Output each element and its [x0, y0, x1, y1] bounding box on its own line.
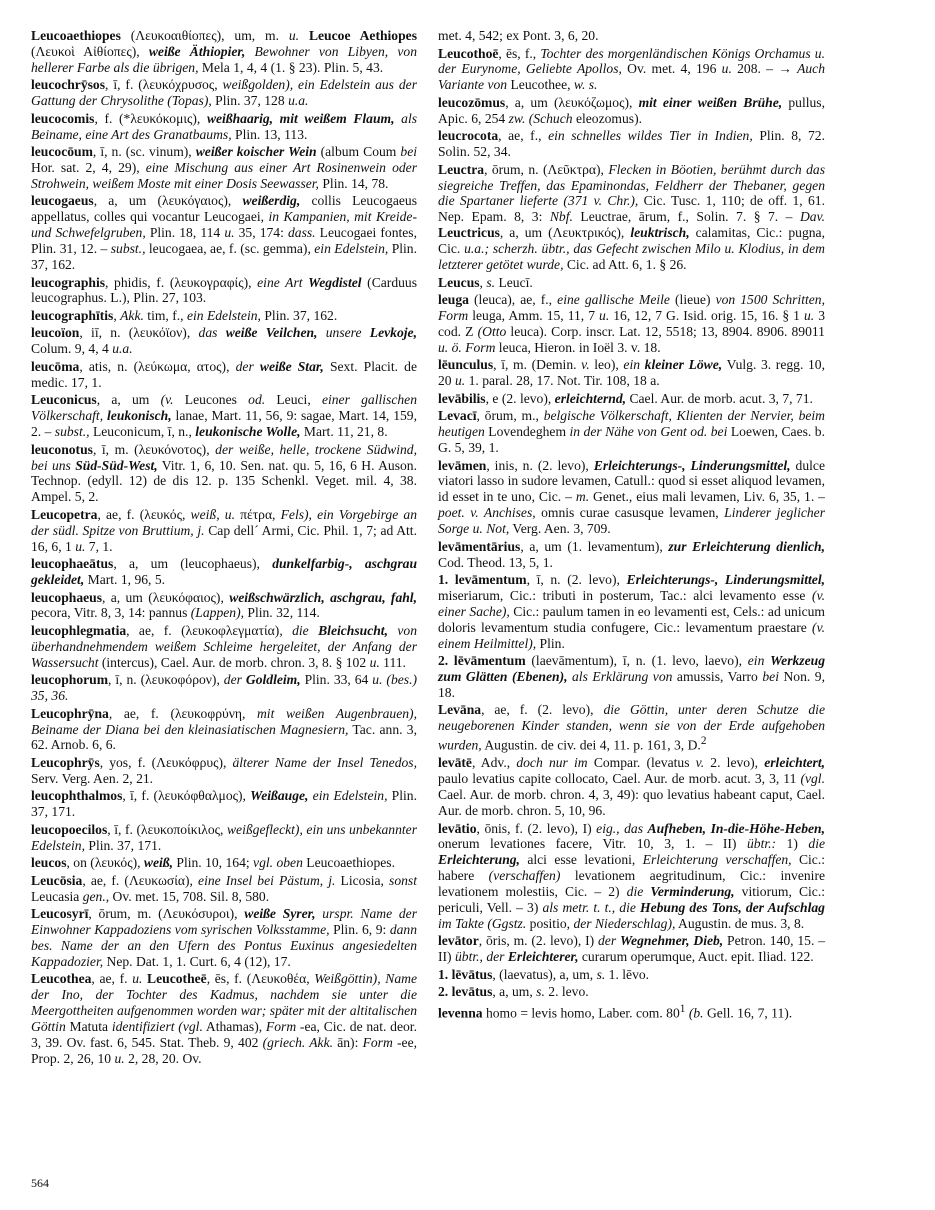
dictionary-entry: leucocōum, ī, n. (sc. vinum), weißer koischer Wein (album Coum bei Hor. sat. 2, 4, 29), eine Mischung aus einer Art Rosinenwein oder Strohwein, weißem Moste mit einer Dosis Seewasser, Plin. 14, 78.: [31, 144, 418, 191]
dictionary-entry: Leucōsia, ae, f. (Λευκωσία), eine Insel bei Pästum, j. Licosia, sonst Leucasia gen., Ov. met. 15, 708. Sil. 8, 580.: [31, 872, 417, 904]
dictionary-entry: leucrocota, ae, f., ein schnelles wildes Tier in Indien, Plin. 8, 72. Solin. 52, 34.: [438, 128, 825, 160]
dictionary-entry: Leucopetra, ae, f. (λευκός, weiß, u. πέτρα, Fels), ein Vorgebirge an der südl. Spitze von Bruttium, j. Cap dell´ Armi, Cic. Phil. 1, 7; ad Att. 16, 6, 1 u. 7, 1.: [31, 506, 418, 554]
dictionary-entry: Leuconicus, a, um (v. Leucones od. Leuci, einer gallischen Völkerschaft, leukonisch, lanae, Mart. 11, 56, 9: sagae, Mart. 14, 159, 2. – subst., Leuconicum, ī, n., leukonische Wolle, Mart. 11, 21, 8.: [31, 392, 417, 440]
dictionary-entry: leucophaeātus, a, um (leucophaeus), dunkelfarbig-, aschgrau gekleidet, Mart. 1, 96, 5.: [31, 556, 417, 588]
dictionary-entry: leucoïon, iī, n. (λευκόϊον), das weiße Veilchen, unsere Levkoje, Colum. 9, 4, 4 u.a.: [31, 325, 417, 357]
dictionary-entry: Leucoaethiopes (Λευκοαιθίοπες), um, m. u. Leucoe Aethiopes (Λευκοὶ Αἰθίοπες), weiße Äthiopier, Bewohner von Libyen, von hellerer Farbe als die übrigen, Mela 1, 4, 4 (1. § 23). Plin. 5, 43.: [31, 28, 417, 75]
dictionary-entry: Leucophrȳs, yos, f. (Λευκόφρυς), älterer Name der Insel Tenedos, Serv. Verg. Aen. 2, 21.: [31, 754, 417, 786]
dictionary-entry: leucozōmus, a, um (λευκόζωμος), mit einer weißen Brühe, pullus, Apic. 6, 254 zw. (Schuch eleozomus).: [438, 94, 825, 126]
dictionary-entry: leuga (leuca), ae, f., eine gallische Meile (lieue) von 1500 Schritten, Form leuga, Amm. 15, 11, 7 u. 16, 12, 7 G. Isid. orig. 15, 16. § 1 u. 3 cod. Z (Otto leuca). Corp. inscr. Lat. 12, 5518; 13, 8904. 8906. 89011 u. ö. Form leuca, Hieron. in Ioël 3. v. 18.: [438, 292, 825, 355]
dictionary-entry: Leucophrȳna, ae, f. (λευκοφρύνη, mit weißen Augenbrauen), Beiname der Diana bei den kleinasiatischen Magnesiern, Tac. ann. 3, 62. Arnob. 6, 6.: [31, 705, 417, 753]
dictionary-entry: leucographis, phidis, f. (λευκογραφίς), eine Art Wegdistel (Carduus leucographus. L.), Plin. 27, 103.: [31, 274, 417, 306]
dictionary-entry: Leucus, s. Leucī.: [438, 274, 533, 290]
dictionary-entry: leucopoecilos, ī, f. (λευκοποίκιλος, weißgefleckt), ein uns unbekannter Edelstein, Plin. 37, 171.: [31, 821, 418, 853]
dictionary-entry: Levāna, ae, f. (2. levo), die Göttin, unter deren Schutze die neugeborenen Kinder standen, wenn sie von der Erde aufgehoben wurden, Augustin. de civ. dei 4, 11. p. 161, 3, D.$^2$: [438, 702, 825, 753]
page-number: 564: [31, 1176, 49, 1190]
dictionary-entry: Leuctra, ōrum, n. (Λεῦκτρα), Flecken in Böotien, berühmt durch das siegreiche Treffen, das Epaminondas, Feldherr der Thebaner, gegen die Spartaner lieferte (371 v. Chr.), Cic. Tusc. 1, 110; de off. 1, 61. Nep. Epam. 8, 3: Nbf. Leuctrae, ārum, f., Solin. 7. § 7. – Dav. Leuctricus, a, um (Λευκτρικός), leuktrisch, calamitas, Cic.: pugna, Cic. u.a.; scherzh. übtr., das Gefecht zwischen Milo u. Klodius, in dem letzterer getötet wurde, Cic. ad Att. 6, 1. § 26.: [438, 161, 825, 273]
dictionary-entry: levātor, ōris, m. (2. levo), I) der Wegnehmer, Dieb, Petron. 140, 15. – II) übtr., der Erleichterer, curarum operumque, Auct. epit. Iliad. 122.: [438, 933, 825, 965]
dictionary-entry: Leucothea, ae, f. u. Leucotheē, ēs, f. (Λευκοθέα, Weißgöttin), Name der Ino, der Tochter des Kadmus, nachdem sie unter die Meergottheiten aufgenommen worden war; später mit der altitalischen Göttin Matuta identifiziert (vgl. Athamas), Form -ea, Cic. de nat. deor. 3, 39. Ov. fast. 6, 545. Stat. Theb. 9, 402 (griech. Akk. ān): Form -ee, Prop. 2, 26, 10 u. 2, 28, 20. Ov.: [31, 971, 417, 1066]
dictionary-entry: leucographītis, Akk. tim, f., ein Edelstein, Plin. 37, 162.: [31, 307, 338, 323]
dictionary-entry: levāmen, inis, n. (2. levo), Erleichterungs-, Linderungsmittel, dulce viatori lasso in sudore levamen, Catull.: quod si esset aliquod levamen, id esset in te uno, Cic. – m. Genet., eius mali levamen, Liv. 6, 35, 1. – poet. v. Anchises, omnis curae casusque levamen, Linderer jeglicher Sorge u. Not, Verg. Aen. 3, 709.: [438, 457, 825, 537]
dictionary-entry: leucophorum, ī, n. (λευκοφόρον), der Goldleim, Plin. 33, 64 u. (bes.) 35, 36.: [31, 672, 418, 704]
dictionary-entry: 2. lēvāmentum (laevāmentum), ī, n. (1. levo, laevo), ein Werkzeug zum Glätten (Ebenen), als Erklärung von amussis, Varro bei Non. 9, 18.: [438, 653, 825, 700]
dictionary-entry: 1. lēvātus, (laevatus), a, um, s. 1. lēvo.: [438, 966, 650, 982]
dictionary-entry: leucophthalmos, ī, f. (λευκόφθαλμος), Weißauge, ein Edelstein, Plin. 37, 171.: [31, 788, 417, 820]
dictionary-entry: leucophlegmatia, ae, f. (λευκοφλεγματία), die Bleichsucht, von überhandnehmendem weißem Schleime hergeleitet, der Anfang der Wassersucht (intercus), Cael. Aur. de morb. chron. 3, 8. § 102 u. 111.: [31, 622, 417, 670]
dictionary-entry: levātē, Adv., doch nur im Compar. (levatus v. 2. levo), erleichtert, paulo levatius capite collocato, Cael. Aur. de morb. acut. 3, 3, 11 (vgl. Cael. Aur. de morb. chron. 4, 3, 49): quo levatius habeant caput, Cael. Aur. de morb. chron. 5, 10, 96.: [438, 755, 825, 819]
dictionary-entry: met. 4, 542; ex Pont. 3, 6, 20.: [438, 28, 599, 43]
dictionary-entry: levābilis, e (2. levo), erleichternd, Cael. Aur. de morb. acut. 3, 7, 71.: [438, 390, 813, 406]
dictionary-entry: levāmentārius, a, um (1. levamentum), zur Erleichterung dienlich, Cod. Theod. 13, 5, 1.: [438, 538, 825, 570]
right-column: [438, 28, 825, 1023]
dictionary-entry: leucophaeus, a, um (λευκόφαιος), weißschwärzlich, aschgrau, fahl, pecora, Vitr. 8, 3, 14: pannus (Lappen), Plin. 32, 114.: [31, 589, 417, 621]
dictionary-entry: leucogaeus, a, um (λευκόγαιος), weißerdig, collis Leucogaeus appellatus, colles qui vocantur Leucogaei, in Kampanien, mit Kreide- und Schwefelgruben, Plin. 18, 114 u. 35, 174: dass. Leucogaei fontes, Plin. 31, 12. – subst., leucogaea, ae, f. (sc. gemma), ein Edelstein, Plin. 37, 162.: [31, 193, 418, 273]
dictionary-entry: levātio, ōnis, f. (2. levo), I) eig., das Aufheben, In-die-Höhe-Heben, onerum levationes facere, Vitr. 10, 3, 1. – II) übtr.: 1) die Erleichterung, alci esse levationi, Erleichterung verschaffen, Cic.: habere (verschaffen) levationem aegritudinum, Cic.: invenire levationem molestiis, Cic. – 2) die Verminderung, vitiorum, Cic.: periculi, Vell. – 3) als metr. t. t., die Hebung des Tons, der Aufschlag im Takte (Ggstz. positio, der Niederschlag), Augustin. de mus. 3, 8.: [438, 820, 826, 931]
dictionary-entry: leucochrȳsos, ī, f. (λευκόχρυσος, weißgolden), ein Edelstein aus der Gattung der Chrysolithe (Topas), Plin. 37, 128 u.a.: [31, 77, 418, 109]
dictionary-entry: Levacī, ōrum, m., belgische Völkerschaft, Klienten der Nervier, beim heutigen Lovendeghem in der Nähe von Gent od. bei Loewen, Caes. b. G. 5, 39, 1.: [438, 408, 825, 455]
dictionary-entry: Leucosyrī, ōrum, m. (Λευκόσυροι), weiße Syrer, urspr. Name der Einwohner Kappadoziens vom syrischen Volksstamme, Plin. 6, 9: dann bes. Name der an den Ufern des Pontus Euxinus angesiedelten Kappadozier, Nep. Dat. 1, 1. Curt. 6, 4 (12), 17.: [31, 906, 418, 969]
left-column: [31, 28, 417, 1068]
dictionary-entry: leucos, on (λευκός), weiß, Plin. 10, 164; vgl. oben Leucoaethiopes.: [31, 855, 395, 871]
dictionary-entry: leuconotus, ī, m. (λευκόνοτος), der weiße, helle, trockene Südwind, bei uns Süd-Süd-West, Vitr. 1, 6, 10. Sen. nat. qu. 5, 16, 6 H. Auson. Technop. (edyll. 12) de dis 12. p. 135 Schenkl. Veget. mil. 4, 38. Ampel. 5, 2.: [31, 441, 417, 505]
dictionary-entry: leucōma, atis, n. (λεύκωμα, ατος), der weiße Star, Sext. Placit. de medic. 17, 1.: [31, 358, 417, 390]
dictionary-entry: Leucothoē, ēs, f., Tochter des morgenländischen Königs Orchamus u. der Eurynome, Geliebte Apollos, Ov. met. 4, 196 u. 208. – → Auch Variante von Leucothee, w. s.: [438, 45, 825, 93]
dictionary-entry: leucocomis, f. (*λευκόκομις), weißhaarig, mit weißem Flaum, als Beiname, eine Art des Granatbaums, Plin. 13, 113.: [31, 110, 418, 142]
dictionary-entry: levenna homo = levis homo, Laber. com. $80^1$ (b. Gell. 16, 7, 11).: [438, 1002, 793, 1021]
dictionary-entry: lēunculus, ī, m. (Demin. v. leo), ein kleiner Löwe, Vulg. 3. regg. 10, 20 u. 1. paral. 28, 17. Not. Tir. 108, 18 a.: [438, 357, 825, 389]
dictionary-entry: 1. levāmentum, ī, n. (2. levo), Erleichterungs-, Linderungsmittel, miseriarum, Cic.: tributi in posterum, Tac.: alci levamento esse (v. einer Sache), Cic.: paulum tamen in eo levamenti est, Cels.: ad unicum doloris levamentum studia confugere, Cic.: levamentum praestare (v. einem Heilmittel), Plin.: [438, 572, 825, 651]
dictionary-entry: 2. levātus, a, um, s. 2. levo.: [438, 984, 589, 1000]
